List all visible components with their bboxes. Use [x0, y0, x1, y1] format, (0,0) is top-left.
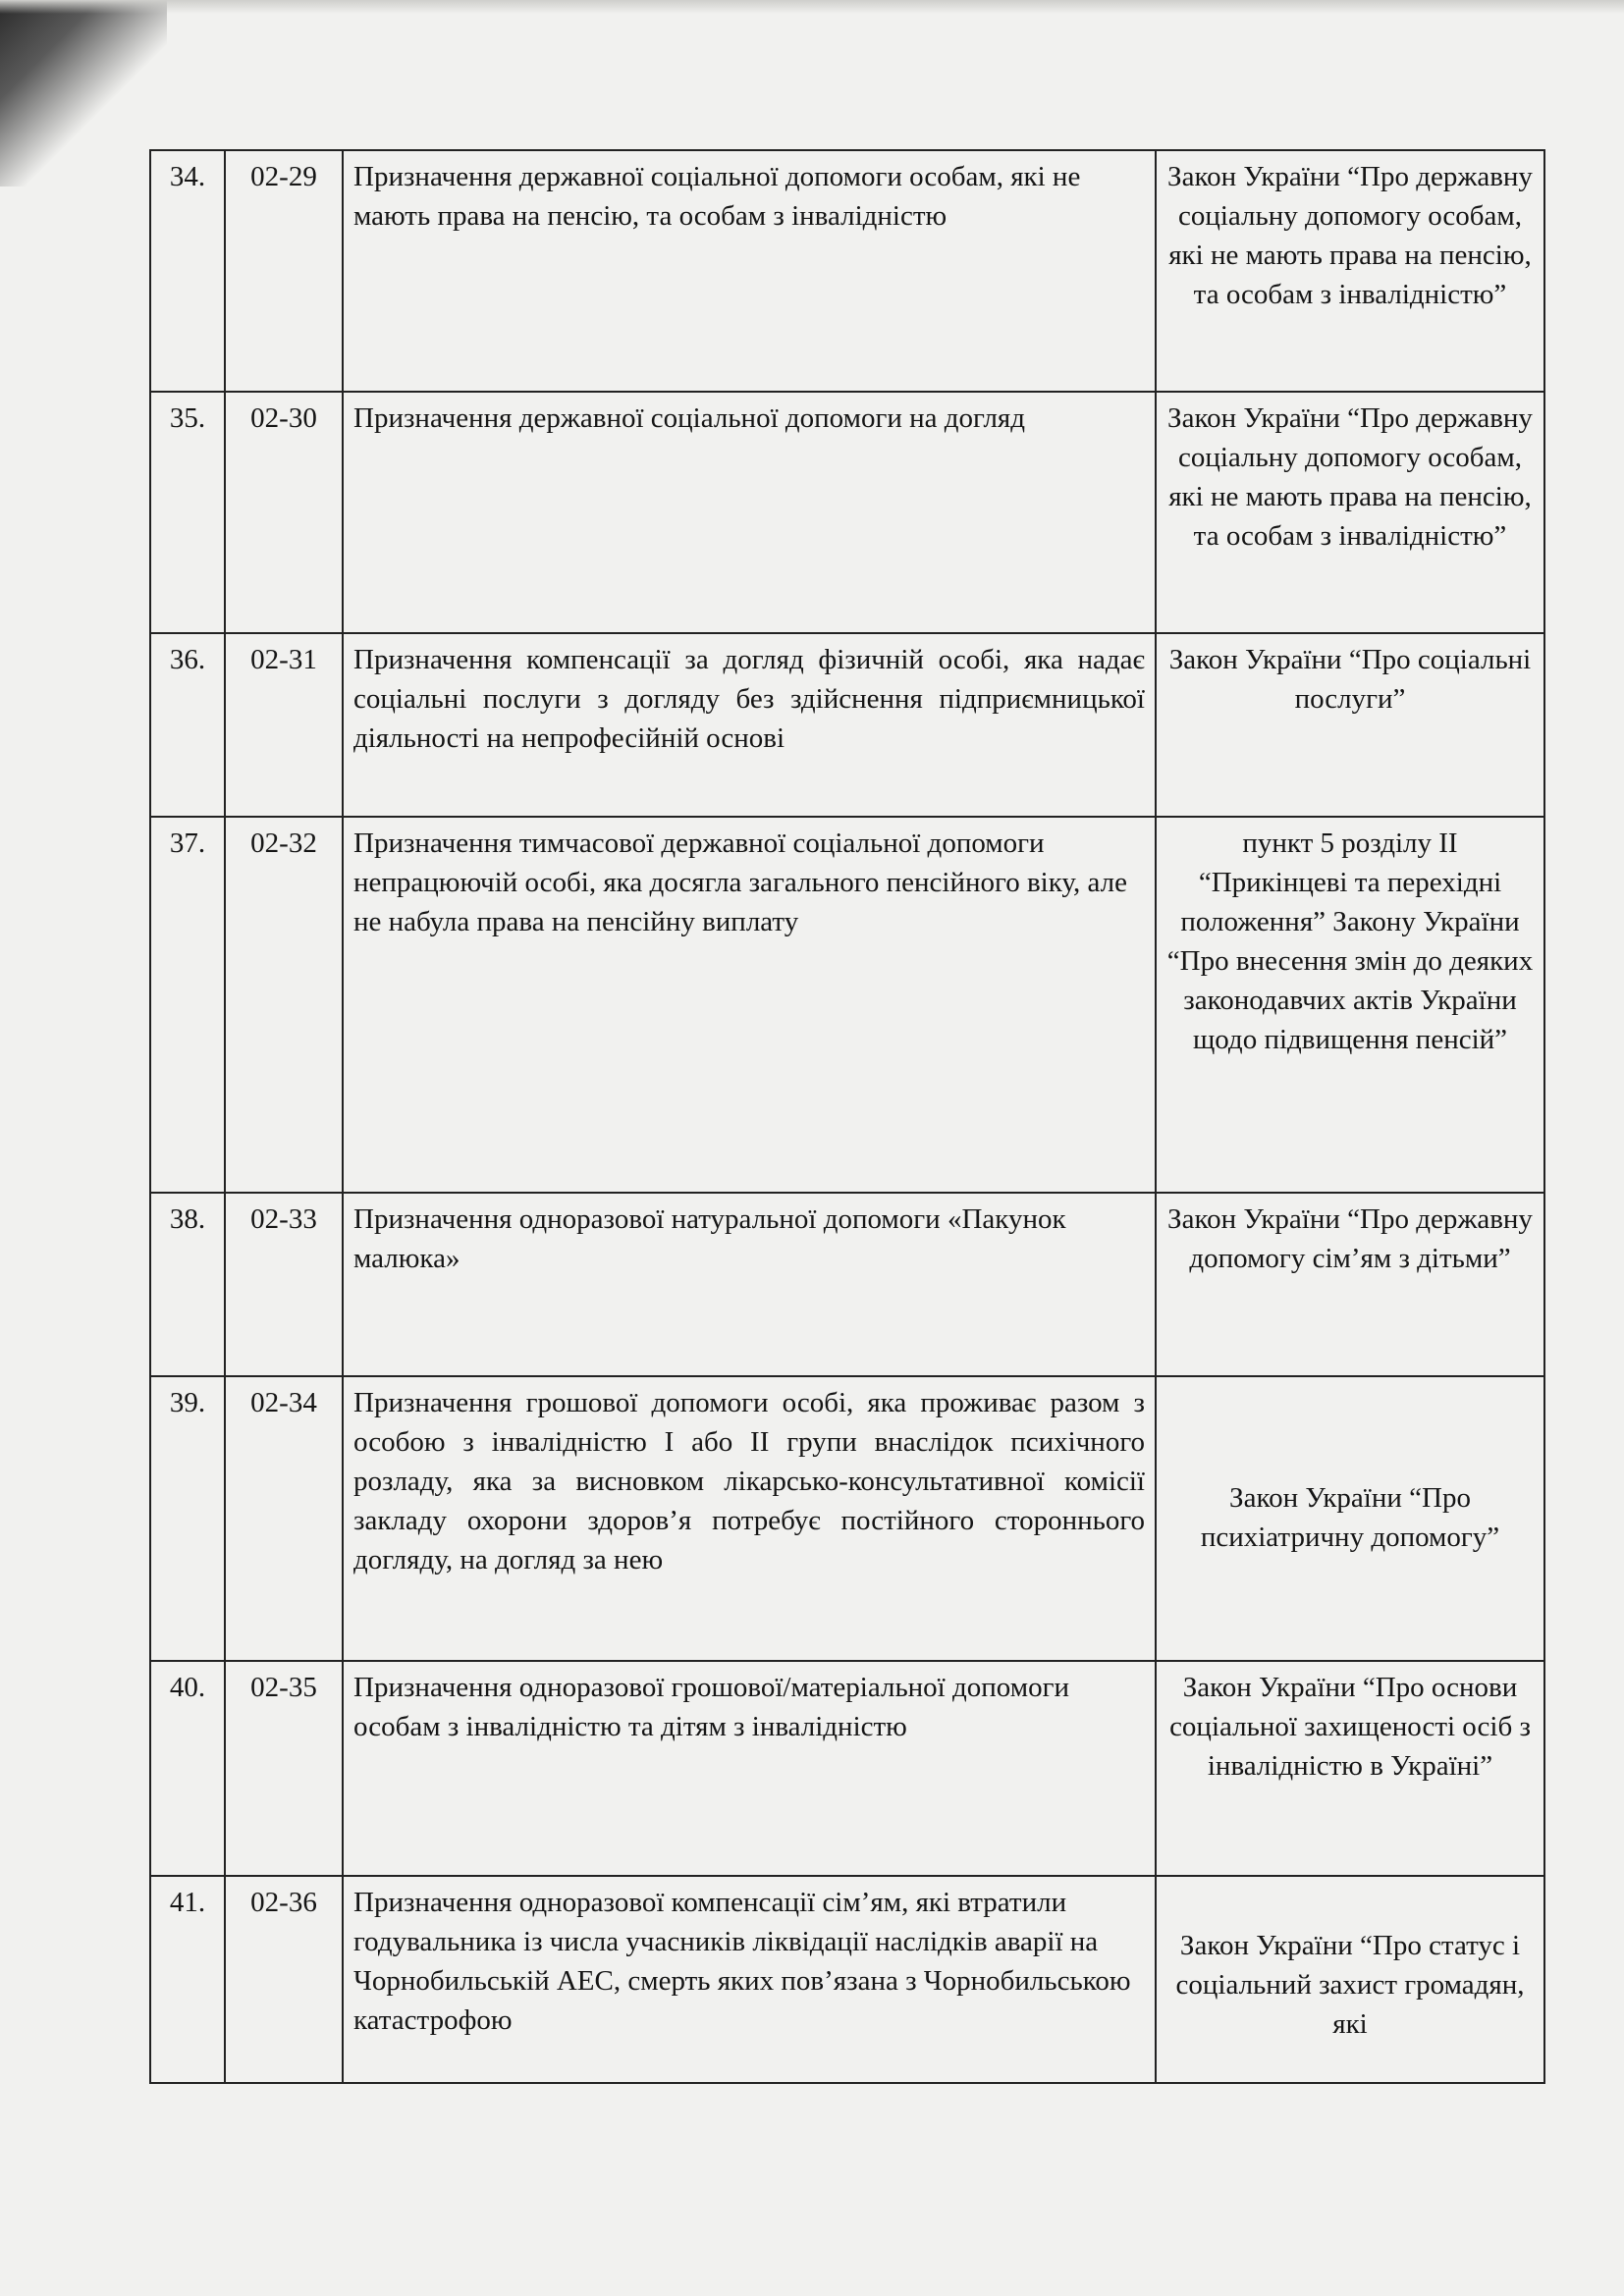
service-name: Призначення одноразової компенсації сім’ям, які втратили годувальника із числа учасників ліквідації наслідків аварії на Чорнобильській АЕС, смерть яких пов’язана з Чорнобильською катастрофою: [343, 1876, 1156, 2083]
service-code: 02-29: [225, 150, 343, 392]
service-name: Призначення тимчасової державної соціальної допомоги непрацюючій особі, яка досягла загального пенсійного віку, але не набула права на пенсійну виплату: [343, 817, 1156, 1193]
row-number: 40.: [150, 1661, 225, 1876]
legal-basis: Закон України “Про соціальні послуги”: [1156, 633, 1544, 817]
table-row: [150, 150, 1544, 392]
legal-basis: Закон України “Про державну соціальну допомогу особам, які не мають права на пенсію, та особам з інвалідністю”: [1156, 392, 1544, 633]
legal-basis: пункт 5 розділу II “Прикінцеві та перехідні положення” Закону України “Про внесення змін до деяких законодавчих актів України щодо підвищення пенсій”: [1156, 817, 1544, 1193]
row-number: 35.: [150, 392, 225, 633]
table-row: [150, 817, 1544, 1193]
row-number: 36.: [150, 633, 225, 817]
service-name: Призначення компенсації за догляд фізичній особі, яка надає соціальні послуги з догляду без здійснення підприємницької діяльності на непрофесійній основі: [343, 633, 1156, 817]
services-table: [149, 149, 1545, 2084]
service-code: 02-35: [225, 1661, 343, 1876]
table-row: [150, 392, 1544, 633]
service-name: Призначення одноразової грошової/матеріальної допомоги особам з інвалідністю та дітям з інвалідністю: [343, 1661, 1156, 1876]
service-name: Призначення грошової допомоги особі, яка проживає разом з особою з інвалідністю I або II групи внаслідок психічного розладу, яка за висновком лікарсько-консультативної комісії закладу охорони здоров’я потребує постійного стороннього догляду, на догляд за нею: [343, 1376, 1156, 1661]
table-row: [150, 633, 1544, 817]
legal-basis: Закон України “Про статус і соціальний захист громадян, які: [1156, 1876, 1544, 2083]
row-number: 39.: [150, 1376, 225, 1661]
service-code: 02-36: [225, 1876, 343, 2083]
service-name: Призначення одноразової натуральної допомоги «Пакунок малюка»: [343, 1193, 1156, 1376]
service-code: 02-30: [225, 392, 343, 633]
table-row: [150, 1876, 1544, 2083]
service-code: 02-31: [225, 633, 343, 817]
service-code: 02-33: [225, 1193, 343, 1376]
row-number: 34.: [150, 150, 225, 392]
row-number: 38.: [150, 1193, 225, 1376]
legal-basis: Закон України “Про основи соціальної захищеності осіб з інвалідністю в Україні”: [1156, 1661, 1544, 1876]
service-name: Призначення державної соціальної допомоги на догляд: [343, 392, 1156, 633]
table-row: [150, 1661, 1544, 1876]
service-name: Призначення державної соціальної допомоги особам, які не мають права на пенсію, та особам з інвалідністю: [343, 150, 1156, 392]
legal-basis: Закон України “Про психіатричну допомогу”: [1156, 1376, 1544, 1661]
row-number: 37.: [150, 817, 225, 1193]
scan-shadow: [0, 0, 167, 187]
service-code: 02-34: [225, 1376, 343, 1661]
row-number: 41.: [150, 1876, 225, 2083]
table-row: [150, 1193, 1544, 1376]
paper-edge: [0, 0, 1624, 14]
service-code: 02-32: [225, 817, 343, 1193]
legal-basis: Закон України “Про державну соціальну допомогу особам, які не мають права на пенсію, та особам з інвалідністю”: [1156, 150, 1544, 392]
legal-basis: Закон України “Про державну допомогу сім’ям з дітьми”: [1156, 1193, 1544, 1376]
table-row: [150, 1376, 1544, 1661]
